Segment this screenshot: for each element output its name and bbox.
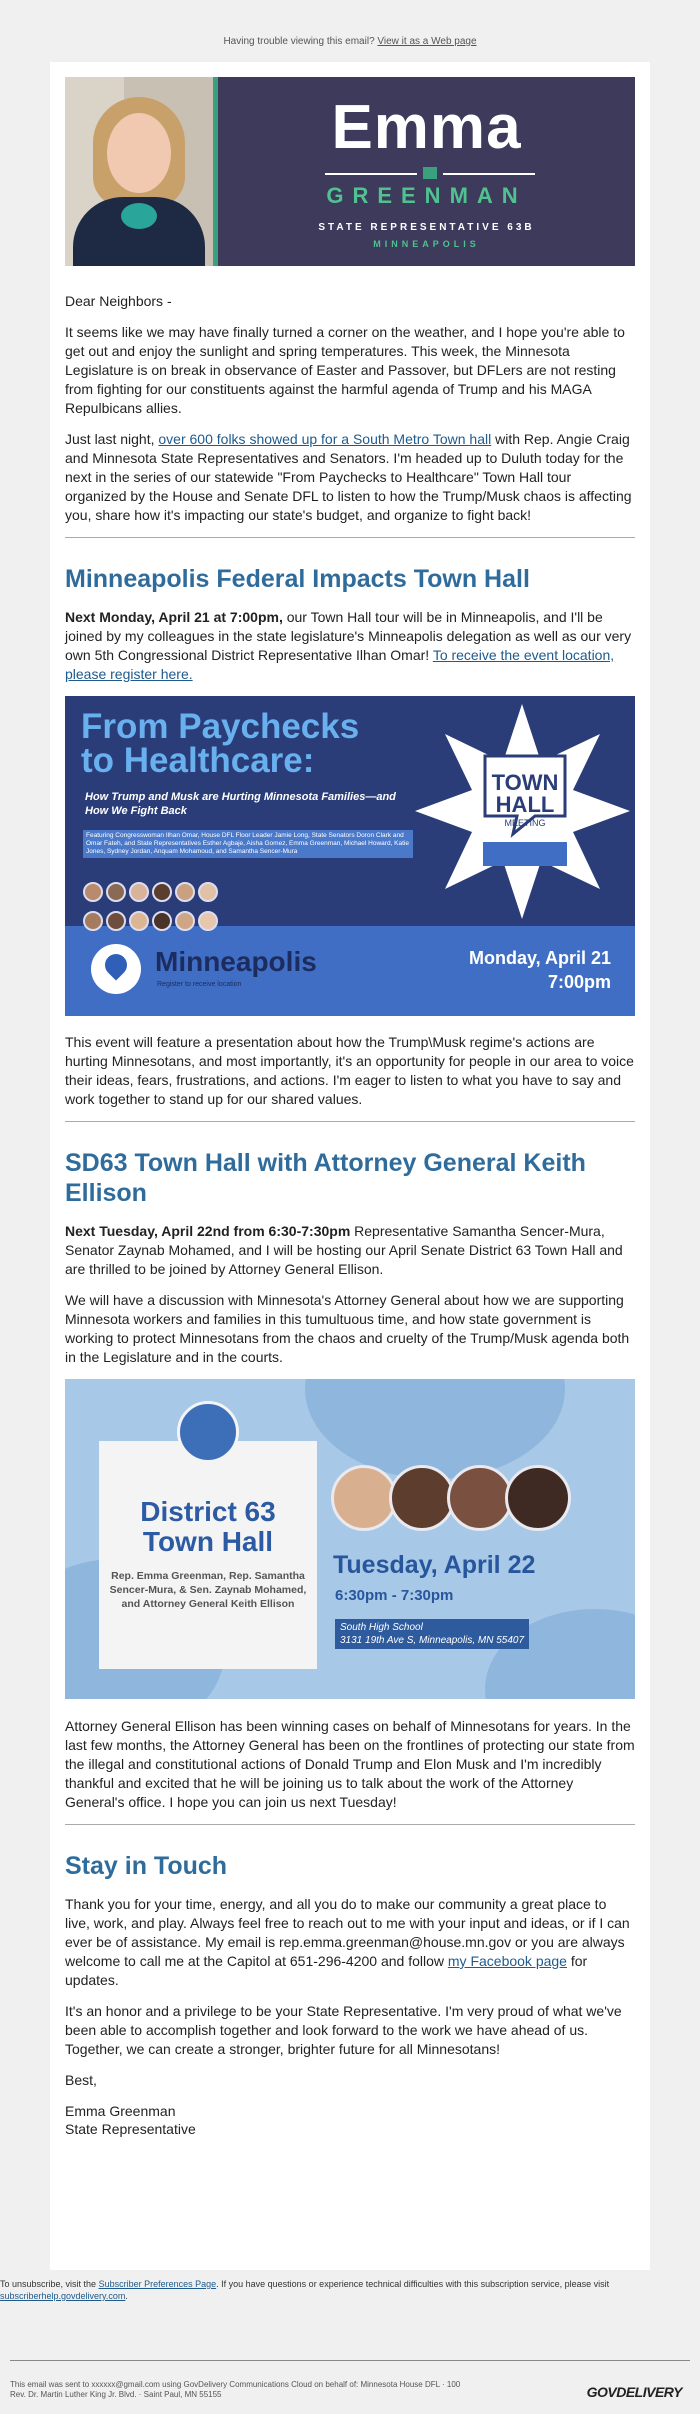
- avatar: [83, 882, 103, 902]
- avatar: [175, 882, 195, 902]
- minnesota-icon: [423, 167, 437, 179]
- stay-in-touch-paragraph-1: Thank you for your time, energy, and all you do to make our community a great place to live, work, and play. Always feel free to reach out to me with your input and ideas, or if I can ever be of assistance. My email is rep.emma.greenman@house.mn.gov or you are always welcome to call me at the Capitol at 651-296-4200 and follow my Facebook page for updates.: [65, 1896, 630, 1988]
- signoff-best: Best,: [65, 2072, 97, 2088]
- avatar: [106, 911, 126, 931]
- flyer-register-note: Register to receive location: [157, 981, 242, 988]
- flyer-date: Monday, April 21 7:00pm: [468, 948, 611, 992]
- flyer2-names: Rep. Emma Greenman, Rep. Samantha Sencer-Mura, & Sen. Zaynab Mohamed, and Attorney General Keith Ellison: [109, 1570, 307, 1610]
- south-metro-town-hall-link[interactable]: over 600 folks showed up for a South Metro Town hall: [158, 431, 492, 447]
- intro-section: [65, 292, 635, 525]
- sd63-paragraph-3: Attorney General Ellison has been winning cases on behalf of Minnesotans for years. In the last few months, the Attorney General has been on the frontlines of protecting our state from the illegal and constitutional actions of Donald Trump and Elon Musk and I'm incredibly thankful and excited that he will be joining us to talk about the work of the Attorney General's office. I hope you can join us next Tuesday!: [65, 1718, 635, 1810]
- signature-name: Emma Greenman: [65, 2103, 176, 2119]
- divider: [65, 1121, 635, 1122]
- speaker-photos: [331, 1465, 563, 1536]
- intro-paragraph-1: It seems like we may have finally turned a corner on the weather, and I hope you're able to get out and enjoy the sunlight and spring temperatures. This week, the Minnesota Legislature is on break in observance of Easter and Passover, but DFLers are not resting from fighting for our constituents against the harmful agenda of Trump and his MAGA Repulbicans allies.: [65, 324, 625, 416]
- avatar: [106, 882, 126, 902]
- avatar: [152, 882, 172, 902]
- flyer-city: Minneapolis: [155, 946, 317, 977]
- register-link[interactable]: To receive the event location, please register here.: [65, 647, 615, 682]
- minnesota-capitol-icon: [177, 1401, 239, 1463]
- paychecks-healthcare-flyer[interactable]: [65, 696, 635, 1016]
- section-heading-stay-in-touch: Stay in Touch: [65, 1852, 228, 1880]
- facebook-page-link[interactable]: my Facebook page: [447, 1953, 567, 1969]
- rep-photo: [65, 77, 213, 266]
- header-banner: [65, 77, 635, 266]
- sd63-paragraph-2: We will have a discussion with Minnesota's Attorney General about how we are supporting Minnesota workers and families in this tumultuous time, and how state government is working to protect Minnesotans from the chaos and cruelty of the Trump/Musk agenda both in the Legislature and in the courts.: [65, 1292, 630, 1365]
- avatar: [389, 1465, 455, 1531]
- view-web-page-link[interactable]: View it as a Web page: [377, 36, 477, 47]
- header-city: MINNEAPOLIS: [373, 239, 480, 249]
- flyer2-location: South High School 3131 19th Ave S, Minneapolis, MN 55407: [335, 1619, 529, 1649]
- subscriber-help-link[interactable]: subscriberhelp.govdelivery.com: [0, 2291, 126, 2301]
- header-title: STATE REPRESENTATIVE 63B: [318, 222, 535, 233]
- footer-divider: [10, 2360, 690, 2361]
- avatar: [331, 1465, 397, 1531]
- signature: [65, 2102, 635, 2138]
- divider: [65, 537, 635, 538]
- speaker-avatars: [83, 882, 273, 940]
- email-card: [50, 62, 650, 2270]
- avatar: [83, 911, 103, 931]
- avatar: [447, 1465, 513, 1531]
- svg-text:MEETING: MEETING: [504, 818, 546, 828]
- minneapolis-paragraph-1: Next Monday, April 21 at 7:00pm, our Town Hall tour will be in Minneapolis, and I'll be joined by my colleagues in the state legislature's Minneapolis delegation as well as our very own 5th Congressional District Representative Ilhan Omar! To receive the event location, please register here.: [65, 609, 632, 682]
- flyer2-date: Tuesday, April 22: [333, 1551, 536, 1579]
- avatar: [175, 911, 195, 931]
- avatar: [505, 1465, 571, 1531]
- govdelivery-logo: GOVDELIVERY: [586, 2384, 682, 2400]
- svg-text:TOWN: TOWN: [491, 770, 559, 795]
- sd63-paragraph-1: Next Tuesday, April 22nd from 6:30-7:30pm Representative Samantha Sencer-Mura, Senator Zaynab Mohamed, and I will be hosting our April Senate District 63 Town Hall and are thrilled to be joined by Attorney General Ellison.: [65, 1223, 623, 1277]
- svg-text:HALL: HALL: [495, 792, 555, 817]
- top-notice-text: Having trouble viewing this email?: [223, 36, 375, 47]
- header-last-name: GREENMAN: [326, 183, 527, 208]
- unsubscribe-notice: To unsubscribe, visit the Subscriber Preferences Page. If you have questions or experience technical difficulties with this subscription service, please visit subscriberhelp.govdelivery.com.: [0, 2279, 610, 2301]
- greeting: Dear Neighbors -: [65, 293, 172, 309]
- flyer-title: From Paychecks to Healthcare:: [81, 707, 360, 780]
- town-hall-badge: [415, 704, 630, 919]
- flyer-featuring: Featuring Congresswoman Ilhan Omar, House DFL Floor Leader Jamie Long, State Senators Doron Clark and Omar Fateh, and State Representatives Esther Agbaje, Aisha Gomez, Emma Greenman, Michael Howard, Katie Jones, Sydney Jordan, Anquam Mohamoud, and Samantha Sencer-Mura: [83, 830, 413, 858]
- signature-role: State Representative: [65, 2121, 196, 2137]
- divider: [65, 1824, 635, 1825]
- avatar: [198, 911, 218, 931]
- intro-paragraph-2: Just last night, over 600 folks showed up for a South Metro Town hall with Rep. Angie Craig and Minnesota State Representatives and Senators. I'm headed up to Duluth today for the next in the series of our statewide "From Paychecks to Healthcare" Town Hall tour organized by the House and Senate DFL to listen to how the Trump/Musk chaos is affecting you, share how it's impacting our state's budget, and organize to fight back!: [65, 431, 632, 523]
- flyer-subtitle: How Trump and Musk are Hurting Minnesota Families—and How We Fight Back: [85, 791, 396, 817]
- district-63-town-hall-flyer[interactable]: [65, 1379, 635, 1699]
- avatar: [152, 911, 172, 931]
- minneapolis-paragraph-2: This event will feature a presentation about how the Trump\Musk regime's actions are hurting Minnesotans, and most importantly, it's an opportunity for people in our area to voice their ideas, fears, frustrations, and actions. I'm eager to listen to what you have to say and work together to stand up for our shared values.: [65, 1034, 634, 1107]
- section-heading-minneapolis: Minneapolis Federal Impacts Town Hall: [65, 565, 530, 593]
- avatar: [129, 882, 149, 902]
- top-notice: [0, 0, 700, 60]
- section-heading-sd63: SD63 Town Hall with Attorney General Keith Ellison: [65, 1149, 586, 1207]
- avatar: [198, 882, 218, 902]
- avatar: [129, 911, 149, 931]
- stay-in-touch-paragraph-2: It's an honor and a privilege to be your State Representative. I'm very proud of what we've been able to accomplish together and look forward to the work we have ahead of us. Together, we can create a stronger, brighter future for all Minnesotans!: [65, 2003, 622, 2057]
- flyer2-time: 6:30pm - 7:30pm: [335, 1587, 454, 1604]
- header-first-name: Emma: [331, 93, 522, 162]
- sent-notice: This email was sent to xxxxxx@gmail.com using GovDelivery Communications Cloud on behalf of: Minnesota House DFL · 100 Rev. Dr. Martin Luther King Jr. Blvd. · Saint Paul, MN 55155: [10, 2380, 461, 2399]
- flyer2-title: District 63 Town Hall: [140, 1496, 276, 1557]
- location-pin-icon: [91, 944, 141, 994]
- email-content: [65, 77, 635, 2138]
- subscriber-preferences-link[interactable]: Subscriber Preferences Page: [98, 2279, 217, 2289]
